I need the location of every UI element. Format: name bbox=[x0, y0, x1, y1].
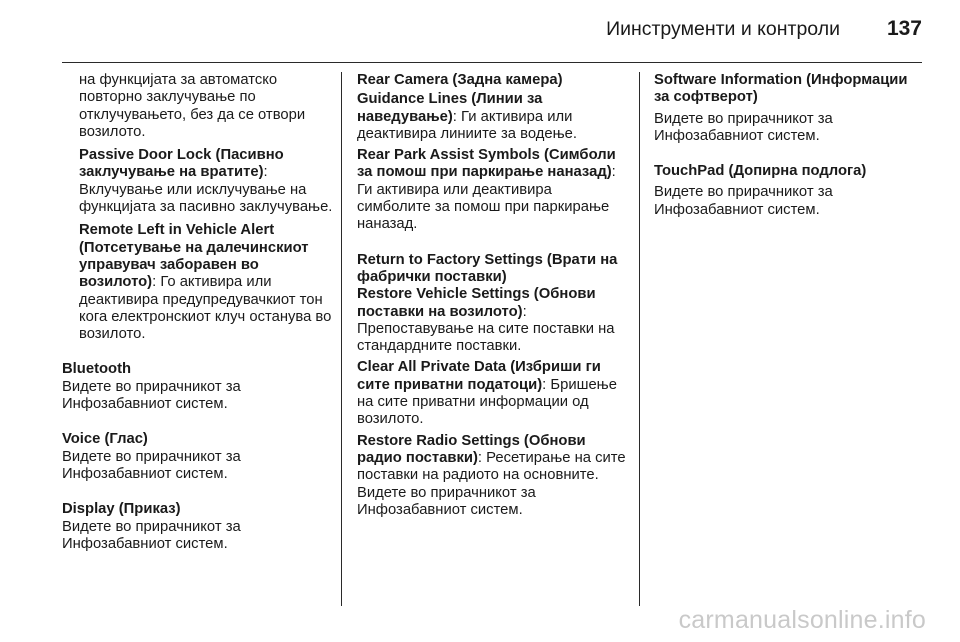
intro-paragraph: на функцијата за автоматско повторно заклучување по отклучувањето, без да се отвори возилото. bbox=[79, 72, 306, 140]
term-separator: : bbox=[522, 303, 527, 320]
term-separator: : bbox=[542, 376, 547, 393]
setting-restore-vehicle bbox=[357, 286, 627, 355]
menu-description: Видете во прирачникот за Инфозабавниот систем. bbox=[62, 448, 241, 482]
menu-description: Видете во прирачникот за Инфозабавниот систем. bbox=[62, 378, 241, 413]
column-middle bbox=[357, 72, 627, 523]
setting-term: Guidance Lines (Линии за наведување) bbox=[357, 91, 543, 125]
setting-description: Препоставување на сите поставки на стандардните поставки. bbox=[357, 320, 615, 355]
menu-item-display bbox=[62, 501, 334, 553]
menu-heading: Rear Camera (Задна камера) bbox=[357, 72, 563, 88]
setting-passive-door-lock bbox=[79, 147, 334, 216]
setting-description: Ресетирање на сите поставки на радиото на основните. Видете во прирачникот за Инфозабавниот систем. bbox=[357, 449, 626, 518]
setting-term: Restore Vehicle Settings (Обнови поставки на возилото) bbox=[357, 286, 596, 320]
setting-rear-park-assist bbox=[357, 147, 627, 233]
setting-term: Clear All Private Data (Избриши ги сите приватни податоци) bbox=[357, 359, 601, 393]
setting-clear-private-data bbox=[357, 359, 627, 428]
menu-description: Видете во прирачникот за Инфозабавниот систем. bbox=[654, 184, 833, 218]
term-separator: : bbox=[477, 449, 483, 466]
setting-term: Passive Door Lock (Пасивно заклучување на вратите) bbox=[79, 147, 284, 181]
indented-settings-block bbox=[62, 72, 334, 343]
column-right bbox=[654, 72, 922, 237]
page-header bbox=[0, 0, 960, 60]
setting-restore-radio bbox=[357, 433, 627, 519]
setting-term: Restore Radio Settings (Обнови радио поставки) bbox=[357, 432, 586, 466]
term-separator: : bbox=[152, 274, 157, 291]
term-separator: : bbox=[452, 108, 457, 125]
column-divider-left bbox=[341, 72, 342, 606]
column-divider-right bbox=[639, 72, 640, 606]
section-title: Иинструменти и контроли bbox=[606, 18, 840, 40]
menu-item-bluetooth bbox=[62, 361, 334, 413]
menu-heading: Bluetooth bbox=[62, 361, 132, 378]
setting-remote-left-alert bbox=[79, 222, 334, 343]
setting-description: Ги активира или деактивира симболите за помош при паркирање наназад. bbox=[357, 181, 610, 233]
page-number: 137 bbox=[886, 17, 922, 40]
menu-heading: Voice (Глас) bbox=[62, 431, 148, 448]
setting-term: Rear Park Assist Symbols (Симболи за помош при паркирање наназад) bbox=[357, 147, 616, 181]
watermark: carmanualsonline.info bbox=[678, 606, 926, 634]
menu-item-touchpad bbox=[654, 163, 922, 219]
term-separator: : bbox=[611, 164, 616, 181]
menu-heading: TouchPad (Допирна подлога) bbox=[654, 163, 867, 180]
menu-heading: Return to Factory Settings (Врати на фабрички поставки) bbox=[357, 251, 618, 285]
term-separator: : bbox=[263, 164, 268, 181]
menu-description: Видете во прирачникот за Инфозабавниот систем. bbox=[62, 518, 241, 552]
column-left bbox=[62, 72, 334, 571]
setting-term: Remote Left in Vehicle Alert (Потсетување на далечинскиот управувач заборавен во возилото) bbox=[79, 222, 309, 291]
setting-description: Го активира или деактивира предупредувачкиот тон кога електронскиот клуч останува во возилото. bbox=[79, 274, 332, 343]
setting-description: Вклучување или исклучување на функцијата за пасивно заклучување. bbox=[79, 181, 333, 216]
menu-heading: Software Information (Информации за софтверот) bbox=[654, 72, 908, 106]
header-divider bbox=[62, 62, 922, 63]
menu-item-software-info bbox=[654, 72, 922, 145]
menu-item-rear-camera bbox=[357, 72, 627, 89]
setting-description: Бришење на сите приватни информации од возилото. bbox=[357, 376, 617, 428]
setting-guidance-lines bbox=[357, 91, 627, 143]
menu-description: Видете во прирачникот за Инфозабавниот систем. bbox=[654, 110, 833, 144]
menu-item-voice bbox=[62, 431, 334, 483]
menu-item-return-factory bbox=[357, 252, 627, 287]
menu-heading: Display (Приказ) bbox=[62, 501, 181, 518]
setting-description: Ги активира или деактивира линиите за водење. bbox=[357, 108, 577, 142]
